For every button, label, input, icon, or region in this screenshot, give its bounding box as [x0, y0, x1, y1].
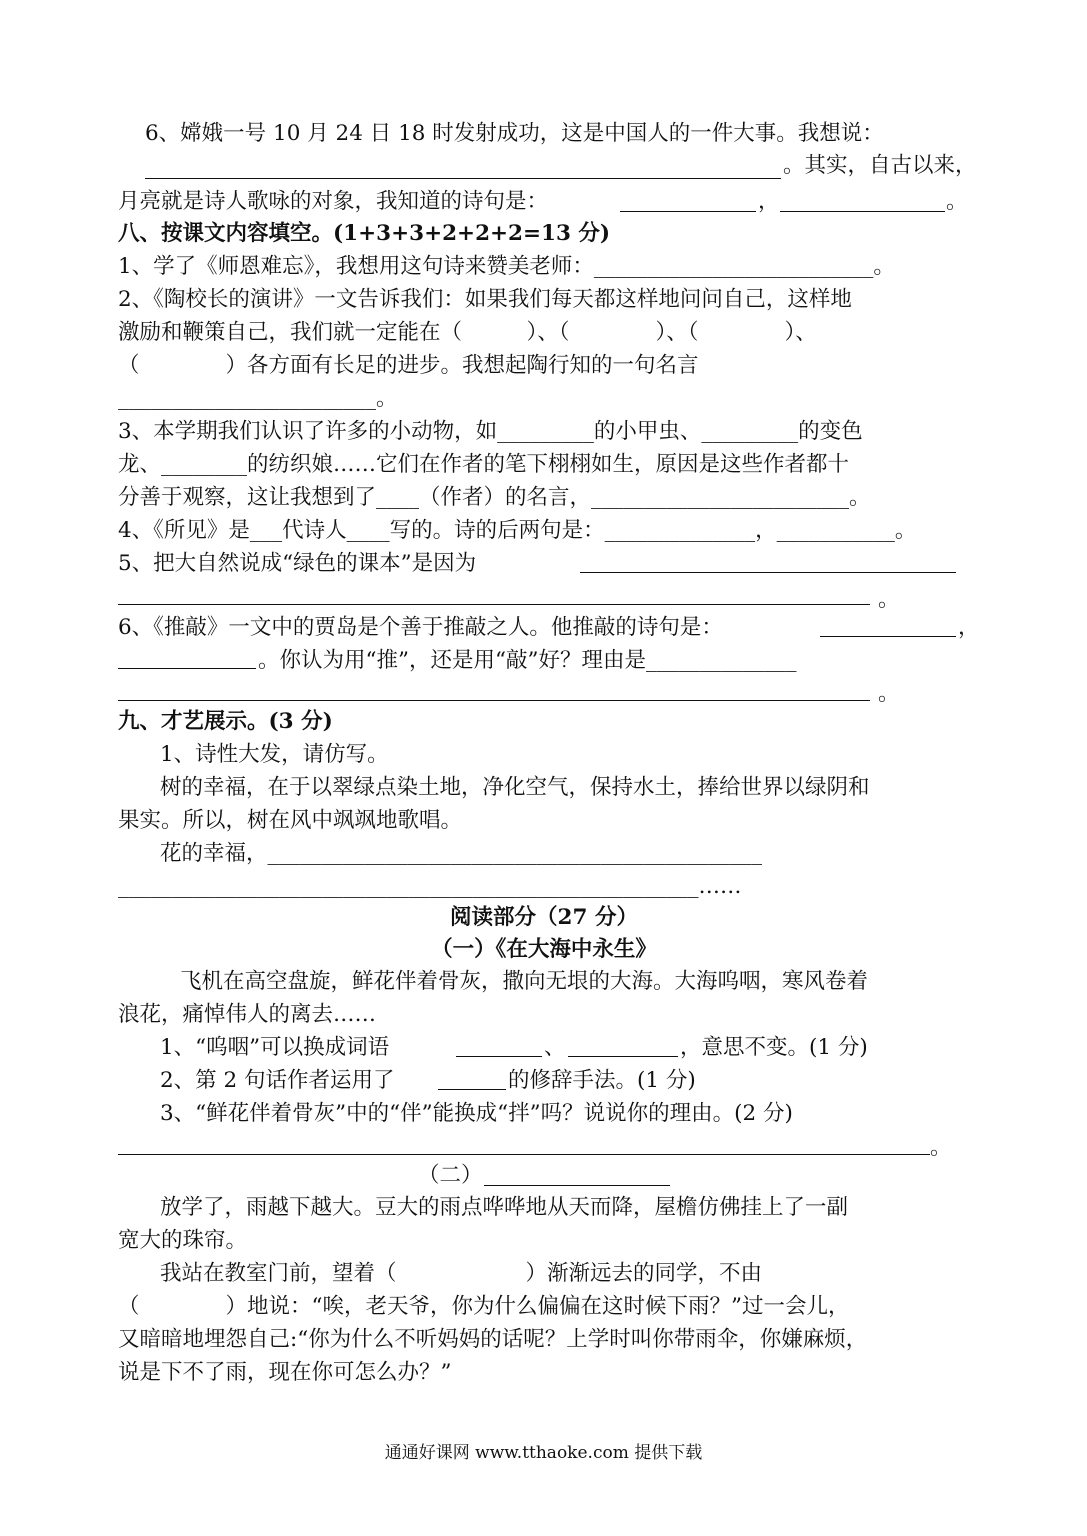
section-8-heading: 八、按课文内容填空。(1+3+3+2+2+2=13 分) — [118, 221, 611, 246]
section-9-heading: 九、才艺展示。(3 分) — [118, 709, 333, 734]
answer-blank — [820, 636, 956, 637]
s9-example-line2: 果实。所以，树在风中飒飒地歌唱。 — [118, 808, 463, 833]
passage-2-line2: 宽大的珠帘。 — [118, 1228, 248, 1253]
passage-2-line3: 我站在教室门前，望着（ ）渐渐远去的同学，不由 — [160, 1261, 763, 1286]
s9-answer-line1: 花的幸福，______________________________________________ — [160, 841, 763, 866]
p1-q2-tail: 的修辞手法。(1 分) — [508, 1068, 696, 1093]
answer-blank — [118, 604, 870, 605]
footer-credit: 通通好课网 www.tthaoke.com 提供下载 — [384, 1443, 703, 1463]
passage-2-title: （二） — [418, 1163, 483, 1188]
s8-q4: 4、《所见》是___代诗人____写的。诗的后两句是：______________，___________。 — [118, 518, 917, 543]
s8-q1: 1、学了《师恩难忘》，我想用这句诗来赞美老师：__________________________。 — [118, 254, 895, 279]
punct: 。 — [878, 681, 900, 706]
p1-q1-tail: ，意思不变。(1 分) — [680, 1035, 868, 1060]
punct: ， — [958, 615, 980, 640]
s8-q2-line4: ________________________。 — [118, 386, 398, 411]
passage-2-line5: 又暗暗地埋怨自己:“你为什么不听妈妈的话呢？上学时叫你带雨伞，你嫌麻烦， — [118, 1327, 868, 1352]
punct: 。 — [930, 1135, 952, 1160]
s9-answer-line2: ______________________________________________________…… — [118, 874, 742, 899]
passage-1-line1: 飞机在高空盘旋，鲜花伴着骨灰，撒向无垠的大海。大海呜咽，寒风卷着 — [180, 969, 869, 994]
s8-q2-line3: （ ）各方面有长足的进步。我想起陶行知的一句名言 — [118, 353, 699, 378]
answer-blank — [456, 1056, 542, 1057]
s8-q5-line1: 5、把大自然说成“绿色的课本”是因为 — [118, 551, 477, 576]
s8-q3-line1: 3、本学期我们认识了许多的小动物，如_________的小甲虫、_________的变色 — [118, 419, 863, 444]
s9-q1: 1、诗性大发，请仿写。 — [160, 742, 389, 767]
punct: ， — [758, 189, 780, 214]
p1-q3-text: 3、“鲜花伴着骨灰”中的“伴”能换成“拌”吗？说说你的理由。(2 分) — [160, 1101, 793, 1126]
title-blank — [484, 1185, 670, 1186]
p1-q1-text: 1、“呜咽”可以换成词语 — [160, 1035, 390, 1060]
s8-q3-line3: 分善于观察，这让我想到了____（作者）的名言，________________________。 — [118, 485, 871, 510]
punct: 、 — [544, 1035, 566, 1060]
q6-line-2: 。其实，自古以来， — [783, 153, 977, 178]
s8-q2-line2: 激励和鞭策自己，我们就一定能在（ ）、（ ）、（ ）、 — [118, 320, 817, 345]
answer-blank — [145, 178, 781, 179]
passage-2-line6: 说是下不了雨，现在你可怎么办？” — [118, 1360, 452, 1385]
punct: 。 — [878, 587, 900, 612]
s8-q3-line2: 龙、________的纺织娘……它们在作者的笔下栩栩如生，原因是这些作者都十 — [118, 452, 850, 477]
passage-1-title: （一）《在大海中永生》 — [431, 937, 657, 962]
q6-line-1: 6、嫦娥一号 10 月 24 日 18 时发射成功，这是中国人的一件大事。我想说： — [145, 121, 884, 146]
p1-q2-text: 2、第 2 句话作者运用了 — [160, 1068, 395, 1093]
answer-blank — [568, 1056, 678, 1057]
answer-blank — [118, 1154, 930, 1155]
passage-1-line2: 浪花，痛悼伟人的离去…… — [118, 1002, 377, 1027]
answer-blank — [620, 211, 756, 212]
passage-2-line1: 放学了，雨越下越大。豆大的雨点哗哗地从天而降，屋檐仿佛挂上了一副 — [160, 1195, 849, 1220]
q6-line-3: 月亮就是诗人歌咏的对象，我知道的诗句是： — [118, 189, 549, 214]
s8-q2-line1: 2、《陶校长的演讲》一文告诉我们：如果我们每天都这样地问问自己，这样地 — [118, 287, 852, 312]
s9-example-line1: 树的幸福，在于以翠绿点染土地，净化空气，保持水土，捧给世界以绿阴和 — [160, 775, 870, 800]
answer-blank — [780, 211, 945, 212]
passage-2-line4: （ ）地说：“唉，老天爷，你为什么偏偏在这时候下雨？”过一会儿， — [118, 1294, 850, 1319]
punct: 。 — [946, 189, 968, 214]
answer-blank — [118, 668, 256, 669]
reading-section-title: 阅读部分（27 分） — [450, 905, 638, 930]
s8-q6-line1: 6、《推敲》一文中的贾岛是个善于推敲之人。他推敲的诗句是： — [118, 615, 723, 640]
answer-blank — [438, 1089, 506, 1090]
s8-q6-line2: 。你认为用“推”，还是用“敲”好？理由是______________ — [258, 648, 797, 673]
answer-blank — [118, 700, 870, 701]
answer-blank — [580, 572, 956, 573]
